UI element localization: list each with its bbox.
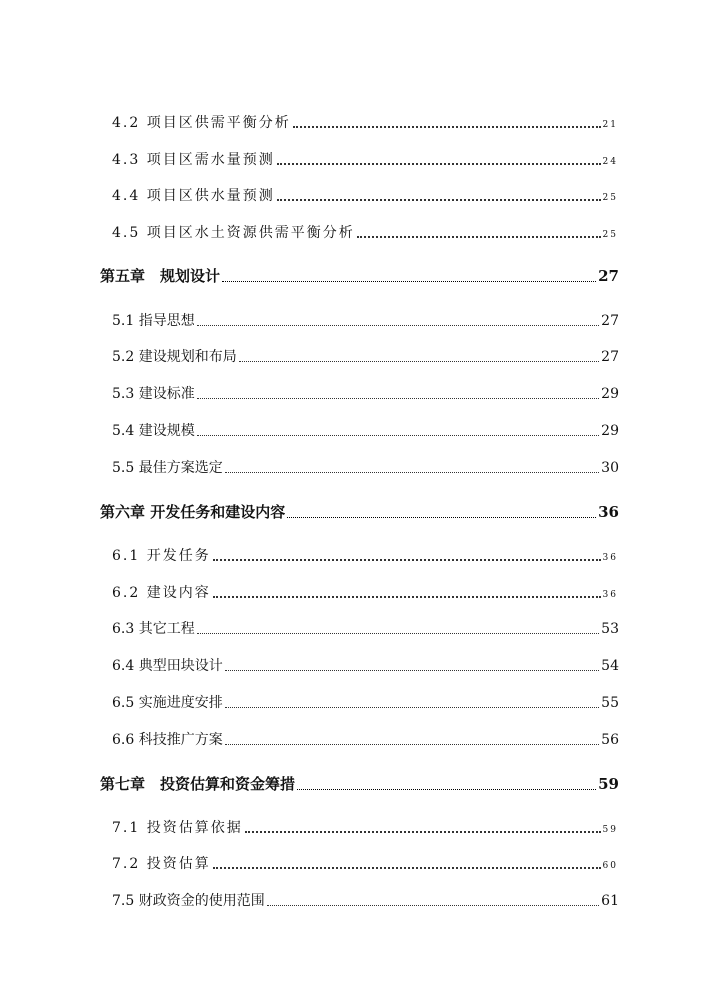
toc-leader-dots: [239, 361, 599, 362]
toc-entry-label: 5.2 建设规划和布局: [112, 349, 237, 365]
toc-entry-6-3[interactable]: [112, 618, 619, 638]
toc-entry-page: 53: [601, 621, 619, 637]
toc-entry-label: 6.6 科技推广方案: [112, 732, 223, 748]
toc-chapter-5[interactable]: [100, 265, 619, 286]
toc-entry-5-1[interactable]: [112, 310, 619, 330]
toc-leader-dots: [287, 517, 596, 518]
toc-entry-page: 24: [602, 157, 618, 167]
toc-entry-page: 30: [601, 460, 619, 476]
toc-entry-label: 5.4 建设规模: [112, 423, 195, 439]
toc-chapter-7[interactable]: [100, 773, 619, 794]
toc-leader-dots: [277, 199, 601, 201]
toc-chapter-page: 27: [598, 267, 619, 285]
toc-chapter-label: 第五章 规划设计: [100, 267, 221, 285]
toc-chapter-page: 59: [598, 775, 619, 793]
toc-entry-label: 5.3 建设标准: [112, 386, 195, 402]
toc-leader-dots: [225, 744, 599, 745]
toc-entry-label: 6.5 实施进度安排: [112, 695, 223, 711]
toc-entry-page: 29: [601, 423, 619, 439]
toc-entry-5-3[interactable]: [112, 383, 619, 403]
toc-entry-label: 4.3 项目区需水量预测: [112, 152, 275, 168]
toc-leader-dots: [197, 398, 599, 399]
toc-entry-page: 29: [601, 386, 619, 402]
toc-entry-label: 6.3 其它工程: [112, 621, 195, 637]
toc-entry-label: 6.1 开发任务: [112, 548, 211, 564]
toc-entry-4-2[interactable]: [112, 112, 618, 132]
toc-entry-page: 56: [601, 732, 619, 748]
toc-entry-5-2[interactable]: [112, 346, 619, 366]
toc-entry-page: 61: [601, 893, 619, 909]
toc-chapter-page: 36: [598, 503, 619, 521]
toc-entry-label: 5.1 指导思想: [112, 313, 195, 329]
toc-entry-page: 54: [601, 658, 619, 674]
toc-leader-dots: [222, 281, 596, 282]
toc-leader-dots: [357, 236, 601, 238]
toc-entry-4-5[interactable]: [112, 222, 618, 242]
toc-entry-4-3[interactable]: [112, 149, 618, 169]
toc-entry-page: 27: [601, 313, 619, 329]
toc-entry-label: 4.5 项目区水土资源供需平衡分析: [112, 225, 355, 241]
toc-entry-7-2[interactable]: [112, 853, 618, 873]
toc-leader-dots: [245, 831, 601, 833]
toc-entry-5-4[interactable]: [112, 420, 619, 440]
toc-leader-dots: [225, 670, 599, 671]
toc-leader-dots: [277, 163, 601, 165]
toc-entry-page: 60: [602, 861, 618, 871]
toc-leader-dots: [197, 325, 599, 326]
toc-leader-dots: [197, 435, 599, 436]
toc-leader-dots: [197, 633, 599, 634]
toc-entry-label: 7.2 投资估算: [112, 856, 211, 872]
toc-leader-dots: [225, 707, 599, 708]
toc-leader-dots: [297, 789, 596, 790]
toc-entry-page: 36: [602, 590, 618, 600]
toc-entry-page: 25: [602, 230, 618, 240]
toc-entry-7-5[interactable]: [112, 890, 619, 910]
toc-chapter-label: 第六章 开发任务和建设内容: [100, 503, 286, 521]
toc-leader-dots: [213, 559, 601, 561]
toc-entry-6-1[interactable]: [112, 545, 618, 565]
toc-entry-6-2[interactable]: [112, 582, 618, 602]
toc-chapter-label: 第七章 投资估算和资金筹措: [100, 775, 296, 793]
toc-entry-label: 6.4 典型田块设计: [112, 658, 223, 674]
toc-entry-page: 27: [601, 349, 619, 365]
toc-entry-label: 4.4 项目区供水量预测: [112, 188, 275, 204]
toc-entry-page: 25: [602, 193, 618, 203]
toc-leader-dots: [213, 867, 601, 869]
toc-entry-page: 55: [601, 695, 619, 711]
toc-entry-label: 7.1 投资估算依据: [112, 820, 243, 836]
toc-leader-dots: [213, 596, 601, 598]
toc-entry-label: 7.5 财政资金的使用范围: [112, 893, 265, 909]
toc-leader-dots: [293, 126, 601, 128]
toc-entry-7-1[interactable]: [112, 817, 618, 837]
toc-entry-label: 4.2 项目区供需平衡分析: [112, 115, 291, 131]
toc-entry-page: 36: [602, 553, 618, 563]
toc-entry-6-5[interactable]: [112, 692, 619, 712]
toc-entry-6-6[interactable]: [112, 729, 619, 749]
toc-entry-label: 6.2 建设内容: [112, 585, 211, 601]
toc-entry-label: 5.5 最佳方案选定: [112, 460, 223, 476]
toc-entry-page: 21: [602, 120, 618, 130]
toc-leader-dots: [267, 905, 599, 906]
toc-entry-4-4[interactable]: [112, 185, 618, 205]
toc-chapter-6[interactable]: [100, 501, 619, 522]
toc-leader-dots: [225, 472, 599, 473]
toc-entry-5-5[interactable]: [112, 457, 619, 477]
toc-entry-page: 59: [602, 825, 618, 835]
toc-entry-6-4[interactable]: [112, 655, 619, 675]
